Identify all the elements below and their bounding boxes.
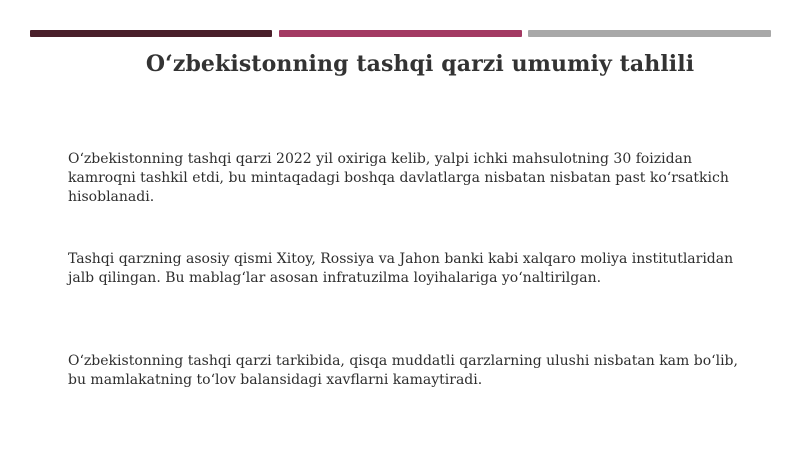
- slide-title: O‘zbekistonning tashqi qarzi umumiy tahlili: [145, 51, 695, 77]
- paragraph-1: O‘zbekistonning tashqi qarzi 2022 yil oxiriga kelib, yalpi ichki mahsulotning 30 foizidan kamroqni tashkil etdi, bu mintaqadagi boshqa davlatlarga nisbatan nisbatan past ko‘rsatkich hisoblanadi.: [68, 151, 729, 205]
- paragraph-2: Tashqi qarzning asosiy qismi Xitoy, Rossiya va Jahon banki kabi xalqaro moliya institutlaridan jalb qilingan. Bu mablag‘lar asosan infratuzilma loyihalariga yo‘naltirilgan.: [68, 251, 734, 286]
- accent-bar-gray: [528, 30, 771, 37]
- accent-bar-dark: [30, 30, 272, 37]
- paragraph-3: O‘zbekistonning tashqi qarzi tarkibida, qisqa muddatli qarzlarning ulushi nisbatan kam bo‘lib, bu mamlakatning to‘lov balansidagi xavflarni kamaytiradi.: [68, 353, 738, 388]
- accent-bar-magenta: [279, 30, 522, 37]
